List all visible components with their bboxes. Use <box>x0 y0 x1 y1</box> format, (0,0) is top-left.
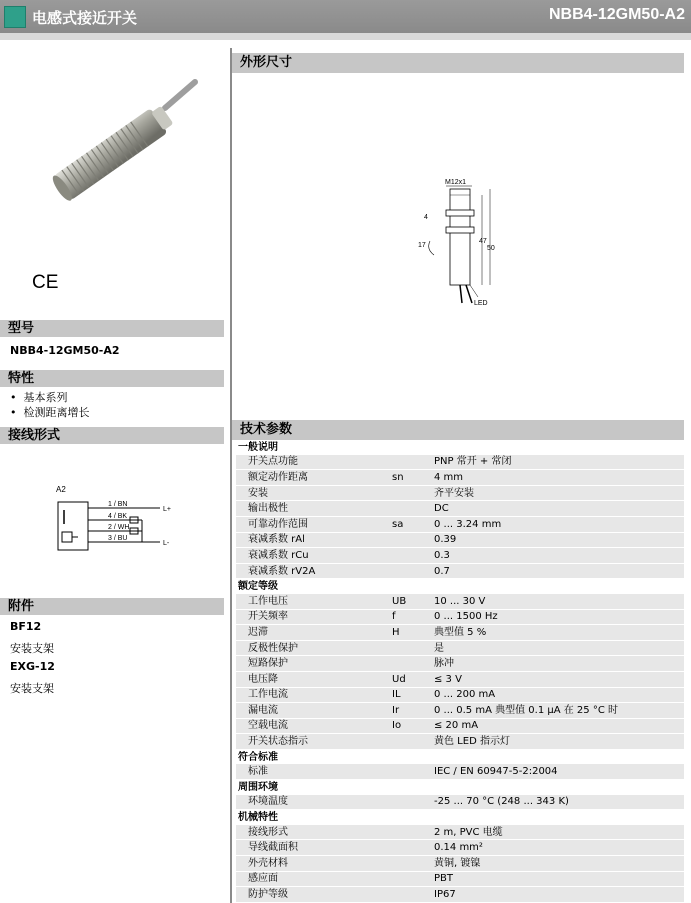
header-strip <box>0 33 691 40</box>
spec-row <box>236 548 684 564</box>
spec-name: 安装 <box>236 485 390 501</box>
spec-symbol <box>390 455 432 470</box>
spec-name: 开关频率 <box>236 609 390 625</box>
spec-value: 脉冲 <box>432 656 684 672</box>
spec-row <box>236 795 684 810</box>
spec-name: 环境温度 <box>236 795 390 810</box>
spec-symbol: H <box>390 625 432 641</box>
spec-group-row <box>236 579 684 594</box>
spec-name: 衰减系数 rAl <box>236 532 390 548</box>
spec-row <box>236 609 684 625</box>
wiring-l-plus: L+ <box>163 506 171 513</box>
spec-symbol <box>390 734 432 750</box>
brand-square-icon <box>4 6 26 28</box>
spec-group-row <box>236 440 684 455</box>
spec-name: 工作电流 <box>236 687 390 703</box>
accessory-name: BF12 <box>10 620 42 633</box>
spec-name: 输出极性 <box>236 501 390 517</box>
spec-value: 0 ... 0.5 mA 典型值 0.1 µA 在 25 °C 时 <box>432 703 684 719</box>
spec-symbol <box>390 795 432 810</box>
wiring-l-minus: L- <box>163 540 170 547</box>
spec-symbol <box>390 656 432 672</box>
spec-row <box>236 501 684 517</box>
spec-value: 黄色 LED 指示灯 <box>432 734 684 750</box>
spec-symbol <box>390 764 432 779</box>
spec-value: 4 mm <box>432 470 684 486</box>
ce-mark: CE <box>32 272 59 293</box>
spec-group-title: 一般说明 <box>236 440 684 455</box>
features-heading: 特性 <box>0 370 224 387</box>
spec-symbol <box>390 825 432 840</box>
feature-item: • 基本系列 <box>10 391 68 404</box>
spec-symbol <box>390 840 432 856</box>
spec-row <box>236 840 684 856</box>
spec-name: 反极性保护 <box>236 640 390 656</box>
spec-row <box>236 671 684 687</box>
spec-row <box>236 718 684 734</box>
spec-value: ≤ 20 mA <box>432 718 684 734</box>
accessory-desc: 安装支架 <box>10 682 54 695</box>
spec-value: -25 ... 70 °C (248 ... 343 K) <box>432 795 684 810</box>
spec-group-title: 周围环境 <box>236 780 684 795</box>
spec-symbol <box>390 871 432 887</box>
spec-symbol <box>390 856 432 872</box>
spec-symbol: sn <box>390 470 432 486</box>
spec-name: 衰减系数 rCu <box>236 548 390 564</box>
accessory-desc: 安装支架 <box>10 642 54 655</box>
spec-group-row <box>236 749 684 764</box>
spec-group-row <box>236 780 684 795</box>
spec-value: ≤ 3 V <box>432 671 684 687</box>
wiring-label: A2 <box>56 485 66 494</box>
spec-row <box>236 687 684 703</box>
spec-row <box>236 640 684 656</box>
spec-value: IP67 <box>432 887 684 903</box>
spec-value: 0.3 <box>432 548 684 564</box>
spec-value: 黄铜, 镀镍 <box>432 856 684 872</box>
spec-row <box>236 871 684 887</box>
spec-row <box>236 470 684 486</box>
model-heading: 型号 <box>0 320 224 337</box>
model-value: NBB4-12GM50-A2 <box>10 344 120 357</box>
wiring-pin-2: 2 / WH <box>108 524 130 531</box>
dim-50-label: 50 <box>487 245 495 252</box>
spec-group-title: 额定等级 <box>236 579 684 594</box>
wiring-pin-4: 4 / BK <box>108 513 128 520</box>
spec-name: 工作电压 <box>236 594 390 609</box>
spec-row <box>236 485 684 501</box>
spec-value: 0 ... 1500 Hz <box>432 609 684 625</box>
wiring-diagram <box>50 480 200 560</box>
spec-name: 开关点功能 <box>236 455 390 470</box>
spec-symbol: Ud <box>390 671 432 687</box>
dim-4-label: 4 <box>424 214 428 221</box>
spec-group-title: 机械特性 <box>236 810 684 825</box>
spec-symbol: Ir <box>390 703 432 719</box>
spec-row <box>236 563 684 579</box>
accessories-heading: 附件 <box>0 598 224 615</box>
spec-name: 开关状态指示 <box>236 734 390 750</box>
spec-value: IEC / EN 60947-5-2:2004 <box>432 764 684 779</box>
spec-name: 感应面 <box>236 871 390 887</box>
sensor-photo <box>30 70 210 220</box>
spec-symbol: Io <box>390 718 432 734</box>
spec-row <box>236 703 684 719</box>
spec-symbol: IL <box>390 687 432 703</box>
spec-symbol: sa <box>390 516 432 532</box>
spec-value: 齐平安装 <box>432 485 684 501</box>
dim-17-label: 17 <box>418 242 426 249</box>
spec-symbol <box>390 485 432 501</box>
spec-symbol <box>390 640 432 656</box>
spec-row <box>236 734 684 750</box>
spec-row <box>236 532 684 548</box>
spec-value: 0 ... 3.24 mm <box>432 516 684 532</box>
feature-item: • 检测距离增长 <box>10 406 90 419</box>
spec-symbol: UB <box>390 594 432 609</box>
accessory-name: EXG-12 <box>10 660 55 673</box>
spec-symbol <box>390 532 432 548</box>
spec-value: 0.14 mm² <box>432 840 684 856</box>
spec-name: 可靠动作范围 <box>236 516 390 532</box>
spec-name: 短路保护 <box>236 656 390 672</box>
spec-name: 标准 <box>236 764 390 779</box>
column-divider <box>230 48 232 903</box>
spec-symbol <box>390 501 432 517</box>
header-model: NBB4-12GM50-A2 <box>548 6 685 23</box>
spec-value: 0 ... 200 mA <box>432 687 684 703</box>
spec-name: 接线形式 <box>236 825 390 840</box>
spec-group-row <box>236 810 684 825</box>
spec-name: 迟滞 <box>236 625 390 641</box>
specs-heading: 技术参数 <box>232 420 684 440</box>
spec-row <box>236 856 684 872</box>
spec-value: 0.39 <box>432 532 684 548</box>
dimension-drawing <box>410 175 520 315</box>
dim-47-label: 47 <box>479 238 487 245</box>
spec-row <box>236 656 684 672</box>
spec-value: DC <box>432 501 684 517</box>
dim-led-label: LED <box>474 300 488 307</box>
spec-row <box>236 887 684 903</box>
spec-name: 防护等级 <box>236 887 390 903</box>
spec-symbol <box>390 563 432 579</box>
spec-value: 典型值 5 % <box>432 625 684 641</box>
spec-row <box>236 594 684 609</box>
spec-symbol: f <box>390 609 432 625</box>
spec-row <box>236 825 684 840</box>
wiring-heading: 接线形式 <box>0 427 224 444</box>
spec-name: 导线截面积 <box>236 840 390 856</box>
spec-symbol <box>390 887 432 903</box>
spec-name: 电压降 <box>236 671 390 687</box>
spec-value: PNP 常开 + 常闭 <box>432 455 684 470</box>
spec-row <box>236 764 684 779</box>
spec-value: 10 ... 30 V <box>432 594 684 609</box>
spec-row <box>236 455 684 470</box>
spec-value: 2 m, PVC 电缆 <box>432 825 684 840</box>
spec-name: 漏电流 <box>236 703 390 719</box>
spec-symbol <box>390 548 432 564</box>
spec-value: PBT <box>432 871 684 887</box>
spec-row <box>236 516 684 532</box>
spec-name: 衰减系数 rV2A <box>236 563 390 579</box>
spec-value: 0.7 <box>432 563 684 579</box>
spec-name: 额定动作距离 <box>236 470 390 486</box>
page-title: 电感式接近开关 <box>32 9 138 27</box>
spec-name: 外壳材料 <box>236 856 390 872</box>
spec-group-title: 符合标准 <box>236 749 684 764</box>
wiring-pin-3: 3 / BU <box>108 535 128 542</box>
spec-value: 是 <box>432 640 684 656</box>
spec-row <box>236 625 684 641</box>
dim-thread-label: M12x1 <box>445 179 467 186</box>
spec-name: 空载电流 <box>236 718 390 734</box>
title-bar <box>0 0 691 33</box>
wiring-pin-1: 1 / BN <box>108 501 128 508</box>
spec-table <box>236 440 684 903</box>
dimensions-heading: 外形尺寸 <box>232 53 684 73</box>
